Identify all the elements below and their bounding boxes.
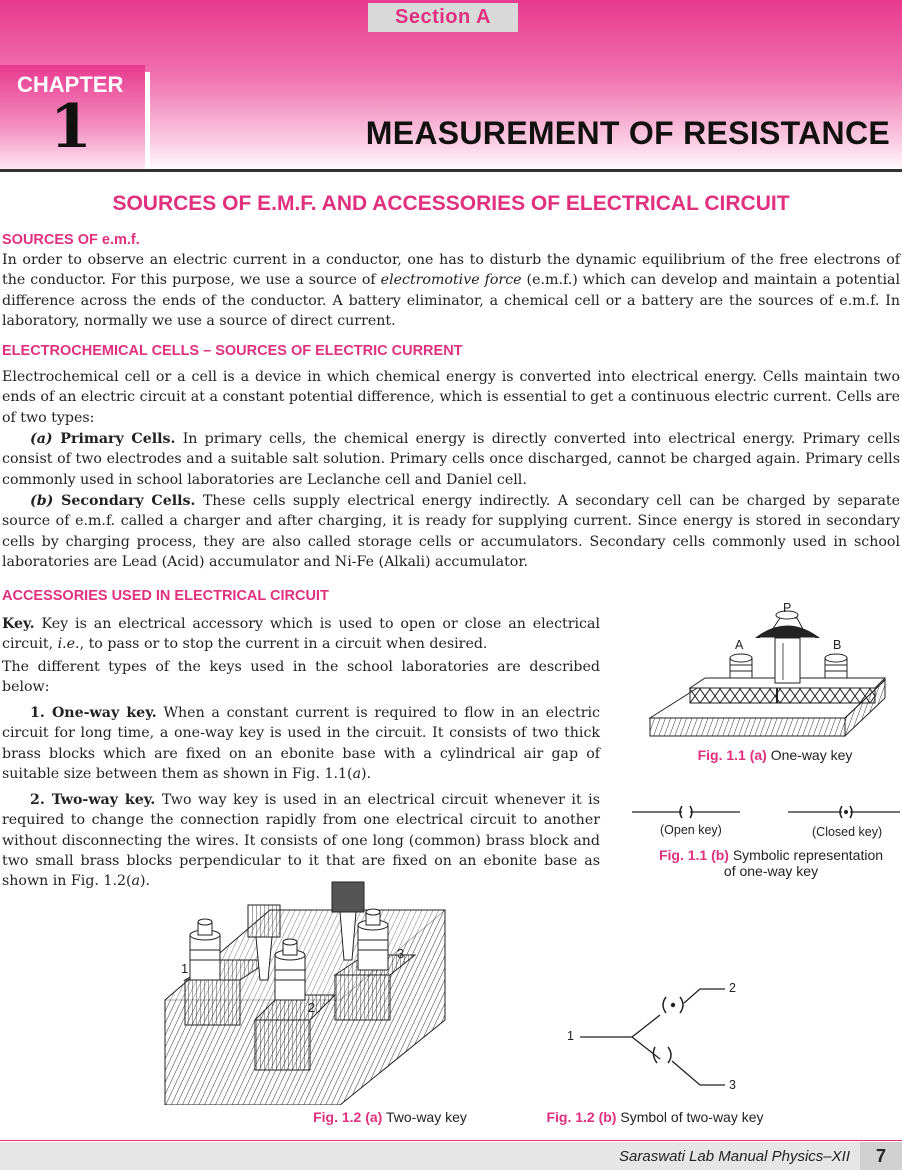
fig-1-1b-caption: Fig. 1.1 (b) Symbolic representation of one-way key [658, 847, 884, 879]
section-badge: Section A [368, 3, 518, 32]
pin-a-label: A [735, 638, 744, 652]
chapter-number: 1 [50, 92, 92, 162]
cells-heading: ELECTROCHEMICAL CELLS – SOURCES OF ELECTRIC CURRENT [2, 343, 463, 359]
cells-intro: Electrochemical cell or a cell is a device in which chemical energy is converted into electrical energy. Cells maintain two ends of an electric circuit at a constant potential difference, which is essential to get a continuous electric current. Cells are of two types: [2, 369, 900, 426]
pin-b-label: B [833, 638, 842, 652]
closed-key-label: (Closed key) [812, 825, 883, 839]
key-types-paragraph: The different types of the keys used in the school laboratories are described below: [2, 659, 600, 696]
fig-1-2a-caption: Fig. 1.2 (a) Two-way key [313, 1109, 467, 1125]
page-number: 7 [860, 1142, 902, 1170]
chapter-label: CHAPTER [17, 72, 124, 97]
footer-rule [0, 1140, 902, 1141]
key-paragraph: Key. Key is an electrical accessory which is used to open or close an electrical circuit, i.e., to pass or to stop the current in a circuit when desired. [2, 616, 600, 653]
header-rule [0, 169, 902, 172]
two-way-terminal-2-label: 2 [308, 1000, 316, 1015]
chapter-divider [145, 72, 150, 169]
footer-book-title: Saraswati Lab Manual Physics–XII [619, 1148, 850, 1165]
sources-paragraph: In order to observe an electric current in a conductor, one has to disturb the dynamic equilibrium of the free electrons of the conductor. For this purpose, we use a source of electromotive force (e.m.f.) which can develop and maintain a potential difference across the ends of the conductor. A battery eliminator, a chemical cell or a battery are the sources of e.m.f. In laboratory, normally we use a source of direct current. [2, 252, 900, 329]
oneway-key-paragraph: 1. One-way key. When a constant current is required to flow in an electric circuit for long time, a one-way key is used in the circuit. It consists of two thick brass blocks which are fixed on an ebonite base with a cylindrical air gap of suitable size between them as shown in Fig. 1.1(a). [2, 705, 600, 782]
primary-cells-paragraph: (a) Primary Cells. In primary cells, the chemical energy is directly converted into electrical energy. Primary cells consist of two electrodes and a suitable salt solution. Primary cells once discharged, cannot be charged again. Primary cells commonly used in school laboratories are Leclanche cell and Daniel cell. [2, 431, 900, 488]
two-way-terminal-3-label: 3 [397, 946, 405, 961]
symbol-terminal-1-label: 1 [567, 1029, 574, 1043]
two-way-terminal-1-label: 1 [181, 961, 189, 976]
symbol-terminal-3-label: 3 [729, 1078, 736, 1092]
chapter-title: MEASUREMENT OF RESISTANCE [365, 115, 890, 151]
open-key-label: (Open key) [660, 823, 722, 837]
two-way-key-illustration [160, 880, 450, 1105]
accessories-heading: ACCESSORIES USED IN ELECTRICAL CIRCUIT [2, 588, 329, 604]
main-heading: SOURCES OF E.M.F. AND ACCESSORIES OF ELECTRICAL CIRCUIT [112, 192, 790, 215]
sources-heading: SOURCES OF e.m.f. [2, 232, 140, 248]
twoway-key-paragraph: 2. Two-way key. Two way key is used in an electrical circuit whenever it is required to change the connection rapidly from one electrical circuit to another without disconnecting the wires. It consists of one long (common) brass block and two small brass blocks perpendicular to it that are fixed on an ebonite base as shown in Fig. 1.2(a). [2, 792, 600, 890]
secondary-cells-paragraph: (b) Secondary Cells. These cells supply electrical energy indirectly. A secondary cell can be charged by separate source of e.m.f. called a charger and after charging, it is ready for supplying current. Since energy is stored in secondary cells by charging process, they are also called storage cells or accumulators. Secondary cells commonly used in school laboratories are Lead (Acid) accumulator and Ni-Fe (Alkali) accumulator. [2, 493, 901, 570]
fig-1-2b-caption: Fig. 1.2 (b) Symbol of two-way key [546, 1109, 764, 1125]
key-symbols [630, 800, 902, 825]
one-way-key-illustration [645, 598, 895, 743]
symbol-terminal-2-label: 2 [729, 981, 736, 995]
pin-p-label: P [783, 601, 792, 615]
fig-1-1a-caption: Fig. 1.1 (a) One-way key [697, 747, 853, 763]
